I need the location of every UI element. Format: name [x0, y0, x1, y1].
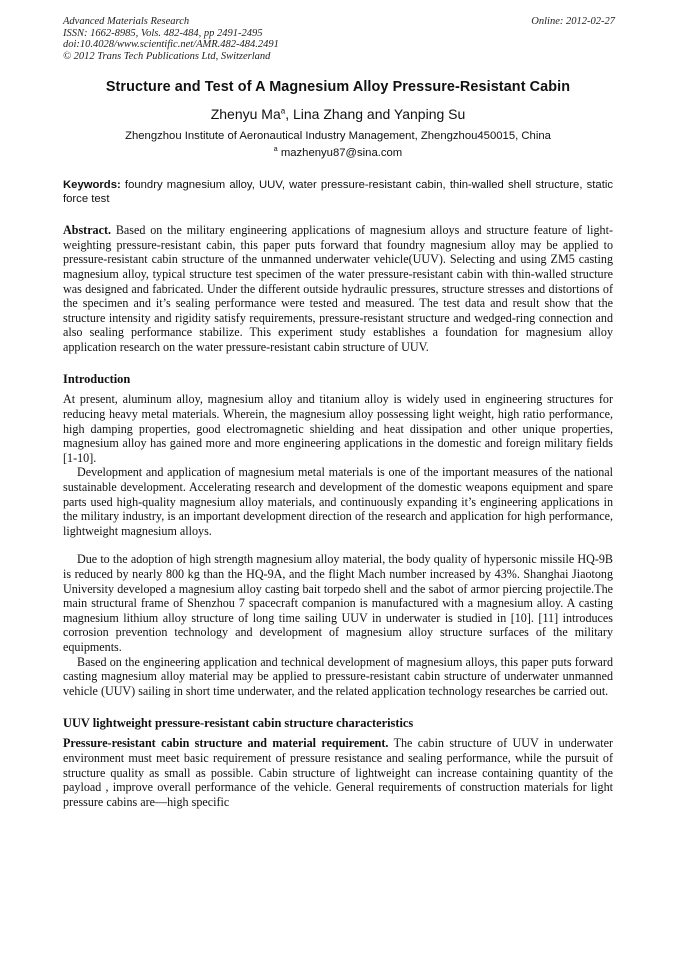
journal-header [63, 16, 613, 62]
author-email[interactable]: mazhenyu87@sina.com [280, 147, 403, 160]
introduction-heading: Introduction [63, 372, 131, 387]
online-date: Online: 2012-02-27 [531, 16, 615, 27]
paper-title: Structure and Test of A Magnesium Alloy Pressure-Resistant Cabin [105, 79, 571, 96]
section-structure-body [63, 736, 613, 809]
subsection-text: The cabin structure of UUV in underwater environment must meet basic requirement of pressure resistance and sealing performance, while the pursuit of structure quality as small as possible. Cabin structure of lightweight can increase containing quantity of the payload , improve overall performance of the vehicle. General requirements of construction materials for light pressure cabins are—high specific [63, 736, 613, 809]
intro-paragraph-1: At present, aluminum alloy, magnesium alloy and titanium alloy is widely used in engineering structures for reducing heavy metal materials. Wherein, the magnesium alloy possessing light weight, high ratio performance, high damping properties, good electromagnetic shielding and heat dissipation and other unique properties, magnesium alloy has gained more and more engineering applications in the domestic and foreign military fields [1-10]. [63, 392, 613, 465]
affiliation-institution: Zhengzhou Institute of Aeronautical Industry Management, Zhengzhou450015, China [125, 130, 551, 143]
author-superscript: a [280, 106, 286, 116]
issn-line: ISSN: 1662-8985, Vols. 482-484, pp 2491-2495 [63, 27, 263, 39]
author-list [63, 106, 613, 122]
email-superscript: a [273, 146, 278, 154]
subsection-label: Pressure-resistant cabin structure and material requirement. [63, 736, 389, 751]
intro-paragraph-2: Development and application of magnesium metal materials is one of the important measures of the national sustainable development. Accelerating research and development of the domestic weapons equipment and spare parts used high-quality magnesium alloy materials, and continuously expanding it’s engineering applications in the military industry, is an important development direction of the research and application for high performance, lightweight magnesium alloys. [63, 465, 613, 538]
abstract-block [63, 223, 613, 354]
introduction-body [63, 392, 613, 698]
abstract-text: Based on the military engineering applications of magnesium alloys and structure feature of light-weighting pressure-resistant cabin, this paper puts forward that foundry magnesium alloy may be applied to pressure-resistant cabin structure of the unmanned underwater vehicle(UUV). Selecting and using ZM5 casting magnesium alloy, typical structure test specimen of the water pressure-resistant cabin with thin-walled structure was designed and fabricated. Under the different outside hydraulic pressures, structure stresses and distortions of the specimen and it’s sealing performance were tested and measured. The test data and result show that the structure intensity and rigidity satisfy requirements, pressure-resistant structure and wedged-ring connection and also sealing performance stabilize. This experiment study establishes a foundation for magnesium alloy application research on the water pressure-resistant cabin structure of UUV. [63, 223, 613, 354]
keywords-block [63, 178, 613, 206]
author-rest: , Lina Zhang and Yanping Su [285, 106, 466, 123]
affiliation-block [63, 129, 613, 160]
intro-paragraph-3: Due to the adoption of high strength magnesium alloy material, the body quality of hypersonic missile HQ-9B is reduced by nearly 800 kg than the HQ-9A, and the flight Mach number increased by 43%. Shanghai Jiaotong University developed a magnesium alloy casting bait torpedo shell and the sabot of armor piercing projectile.The main structural frame of Shenzhou 7 spacecraft companion is manufactured with a magnesium alloy. A casting magnesium lithium alloy structure of long time sailing UUV in underwater is studied in [10]. [11] introduces corrosion prevention technology and development of magnesium alloy structure surfaces of the military equipments. [63, 552, 613, 654]
doi-line: doi:10.4028/www.scientific.net/AMR.482-484.2491 [63, 39, 279, 51]
keywords-text: foundry magnesium alloy, UUV, water pressure-resistant cabin, thin-walled shell structure, static force test [63, 179, 613, 206]
keywords-label: Keywords: [63, 179, 121, 192]
paper-page [63, 16, 613, 809]
intro-paragraph-4: Based on the engineering application and technical development of magnesium alloys, this paper puts forward casting magnesium alloy material may be applied to pressure-resistant cabin structure of underwater unmanned vehicle (UUV) sailing in short time underwater, and the related application technology researches be carried out. [63, 654, 613, 698]
section-heading-structure: UUV lightweight pressure-resistant cabin structure characteristics [63, 716, 414, 731]
abstract-label: Abstract. [63, 223, 112, 238]
affiliation-email-line [63, 143, 613, 160]
journal-name: Advanced Materials Research [63, 16, 190, 27]
copyright-line: © 2012 Trans Tech Publications Ltd, Switzerland [63, 50, 271, 62]
author-first: Zhenyu Ma [210, 106, 281, 123]
